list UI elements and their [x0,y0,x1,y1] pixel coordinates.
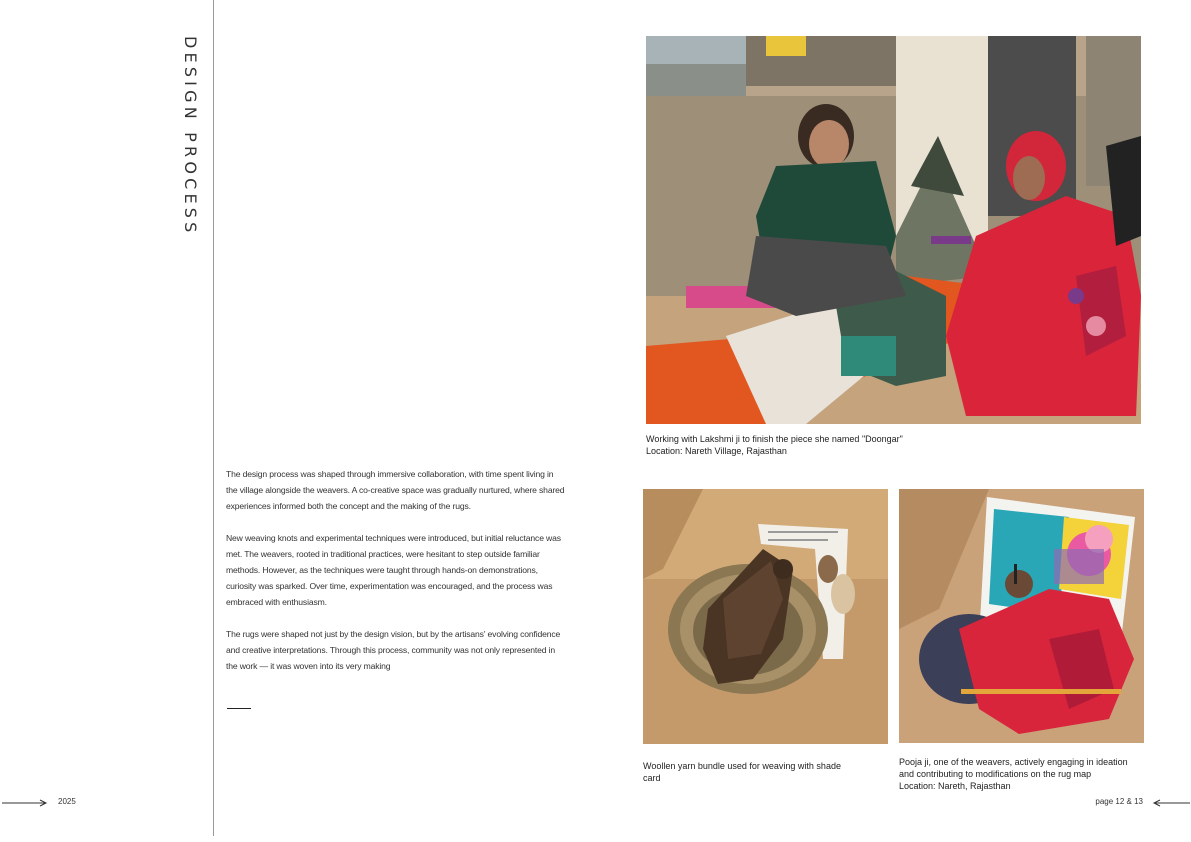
body-text [226,466,566,690]
caption-main-line1: Working with Lakshmi ji to finish the piece she named "Doongar" [646,434,903,444]
caption-yarn-line1: Woollen yarn bundle used for weaving with shade [643,761,841,771]
right-arrow-icon [2,798,48,808]
paragraph-2: New weaving knots and experimental techniques were introduced, but initial reluctance was met. The weavers, rooted in traditional practices, were hesitant to step outside familiar methods. However, as the techniques were taught through hands-on demonstrations, curiosity was sparked. Over time, experimentation was encouraged, and the process was embraced with enthusiasm. [226,533,561,607]
caption-pooja-line3: Location: Nareth, Rajasthan [899,781,1011,791]
caption-yarn-line2: card [643,773,661,783]
photo-weaving-lakshmi [646,36,1141,424]
section-title: DESIGN PROCESS [181,36,200,237]
caption-pooja-line2: and contributing to modifications on the rug map [899,769,1092,779]
caption-yarn [643,760,888,784]
end-dash [227,708,251,709]
footer-year: 2025 [58,797,76,806]
paragraph-3: The rugs were shaped not just by the design vision, but by the artisans' evolving confidence and creative interpretations. Through this process, community was not only represented in the work — it was woven into its very making [226,629,561,671]
caption-main [646,433,1146,457]
photo-yarn-bundle [643,489,888,744]
caption-pooja [899,756,1159,792]
caption-main-line2: Location: Nareth Village, Rajasthan [646,446,787,456]
caption-pooja-line1: Pooja ji, one of the weavers, actively engaging in ideation [899,757,1128,767]
paragraph-1: The design process was shaped through immersive collaboration, with time spent living in the village alongside the weavers. A co-creative space was gradually nurtured, where shared experiences informed both the concept and the making of the rugs. [226,469,565,511]
photo-pooja-rug-map [899,489,1144,743]
left-arrow-icon [1152,798,1190,808]
footer-page-number: page 12 & 13 [1095,797,1143,806]
vertical-divider [213,0,214,836]
